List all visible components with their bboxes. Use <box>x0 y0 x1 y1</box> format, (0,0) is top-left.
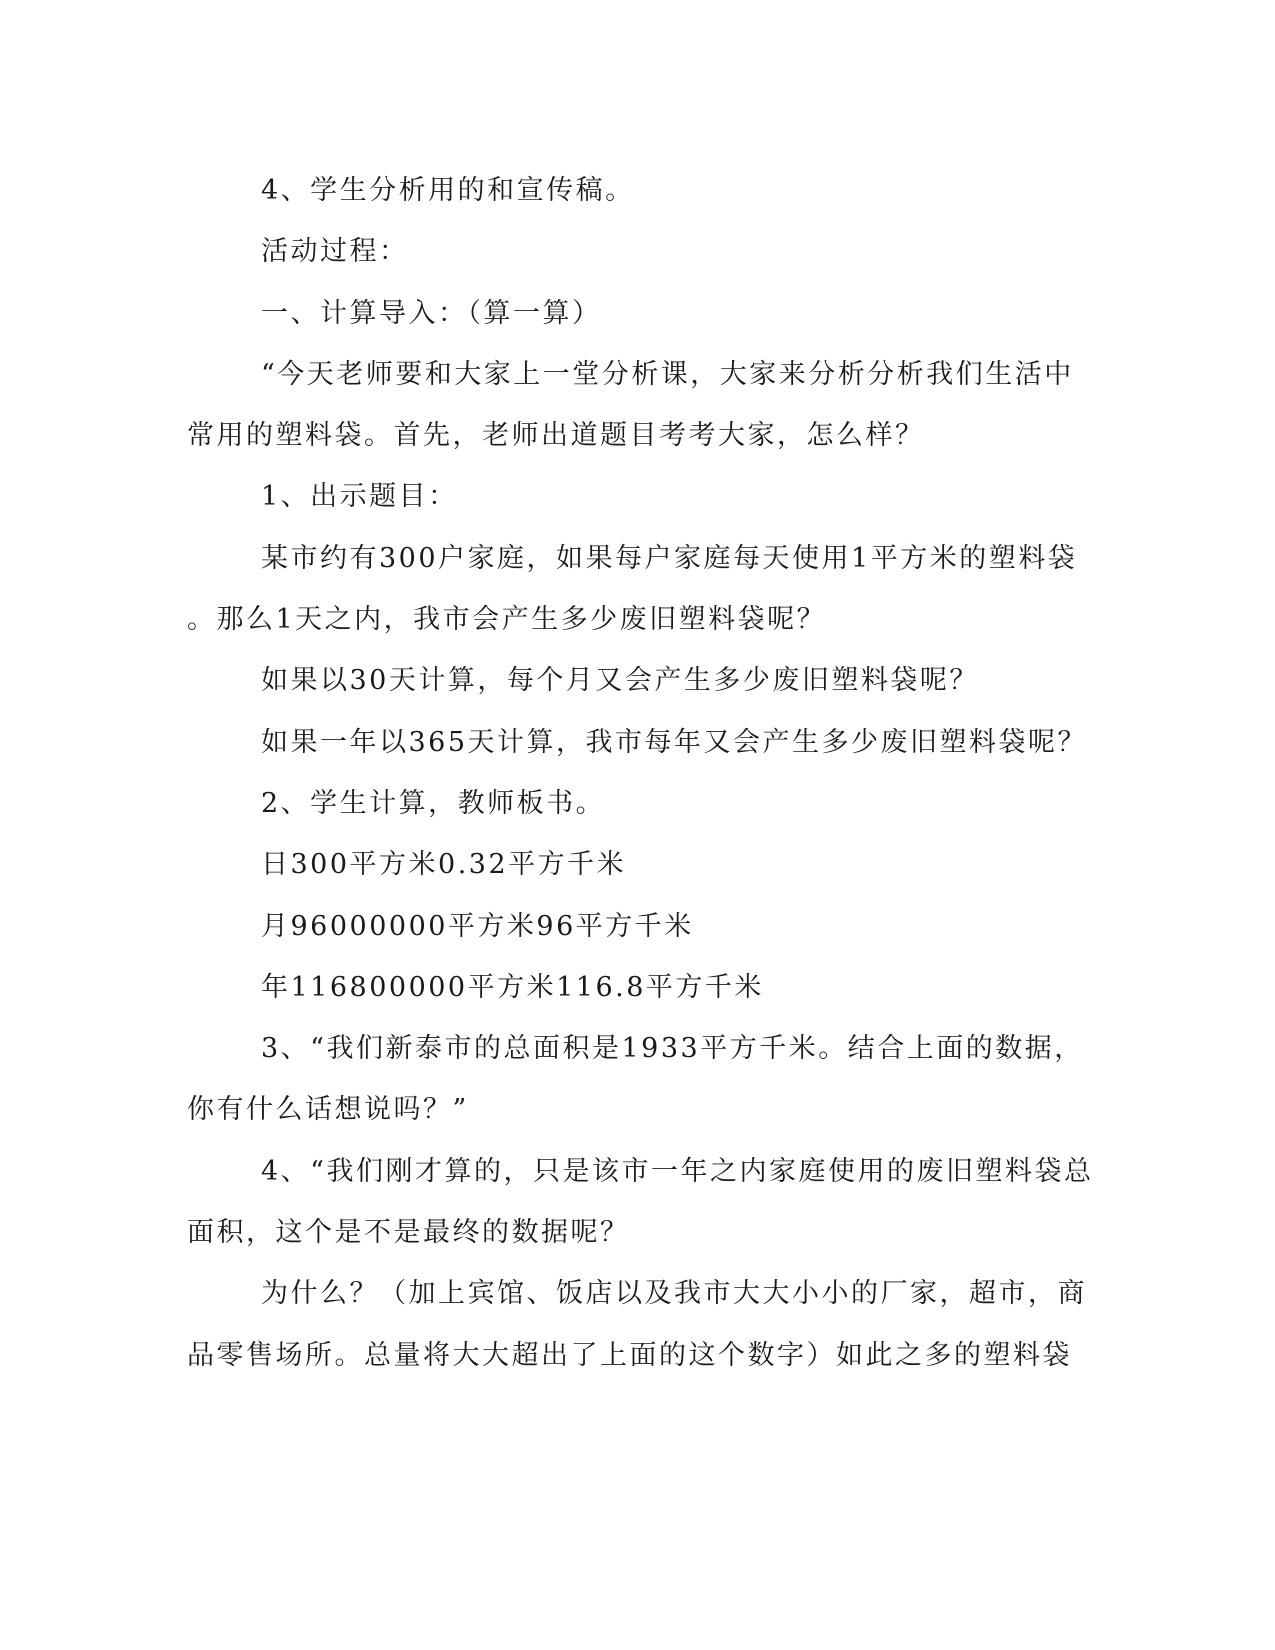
text-line: 为什么？（加上宾馆、饭店以及我市大大小小的厂家，超市，商 <box>261 1278 1087 1310</box>
text-line: 4、学生分析用的和宣传稿。 <box>261 175 635 206</box>
text-line: 3、“我们新泰市的总面积是1933平方千米。结合上面的数据， <box>261 1033 1084 1065</box>
text-line: 。那么1天之内，我市会产生多少废旧塑料袋呢？ <box>187 604 827 636</box>
text-line: 1、出示题目： <box>261 481 458 513</box>
document-body <box>187 160 1094 1386</box>
text-line: 4、“我们刚才算的，只是该市一年之内家庭使用的废旧塑料袋总 <box>261 1155 1094 1187</box>
text-line: 某市约有300户家庭，如果每户家庭每天使用1平方米的塑料袋 <box>261 542 1078 574</box>
text-line: 2、学生计算，教师板书。 <box>261 787 606 819</box>
text-line: 如果以30天计算，每个月又会产生多少废旧塑料袋呢？ <box>261 665 979 697</box>
text-line: 日300平方米0.32平方千米 <box>261 849 627 881</box>
text-line: 品零售场所。总量将大大超出了上面的这个数字）如此之多的塑料袋 <box>187 1339 1072 1371</box>
text-line: 月96000000平方米96平方千米 <box>261 910 694 942</box>
text-line: 一、计算导入：（算一算） <box>261 297 602 329</box>
text-line: “今天老师要和大家上一堂分析课，大家来分析分析我们生活中 <box>261 358 1074 390</box>
text-line: 如果一年以365天计算，我市每年又会产生多少废旧塑料袋呢？ <box>261 726 1088 758</box>
text-line: 活动过程： <box>261 236 409 268</box>
text-line: 你有什么话想说吗？” <box>187 1094 469 1126</box>
text-line: 年116800000平方米116.8平方千米 <box>261 971 764 1003</box>
text-line: 常用的塑料袋。首先，老师出道题目考考大家，怎么样？ <box>187 420 925 452</box>
text-line: 面积，这个是不是最终的数据呢？ <box>187 1217 630 1249</box>
